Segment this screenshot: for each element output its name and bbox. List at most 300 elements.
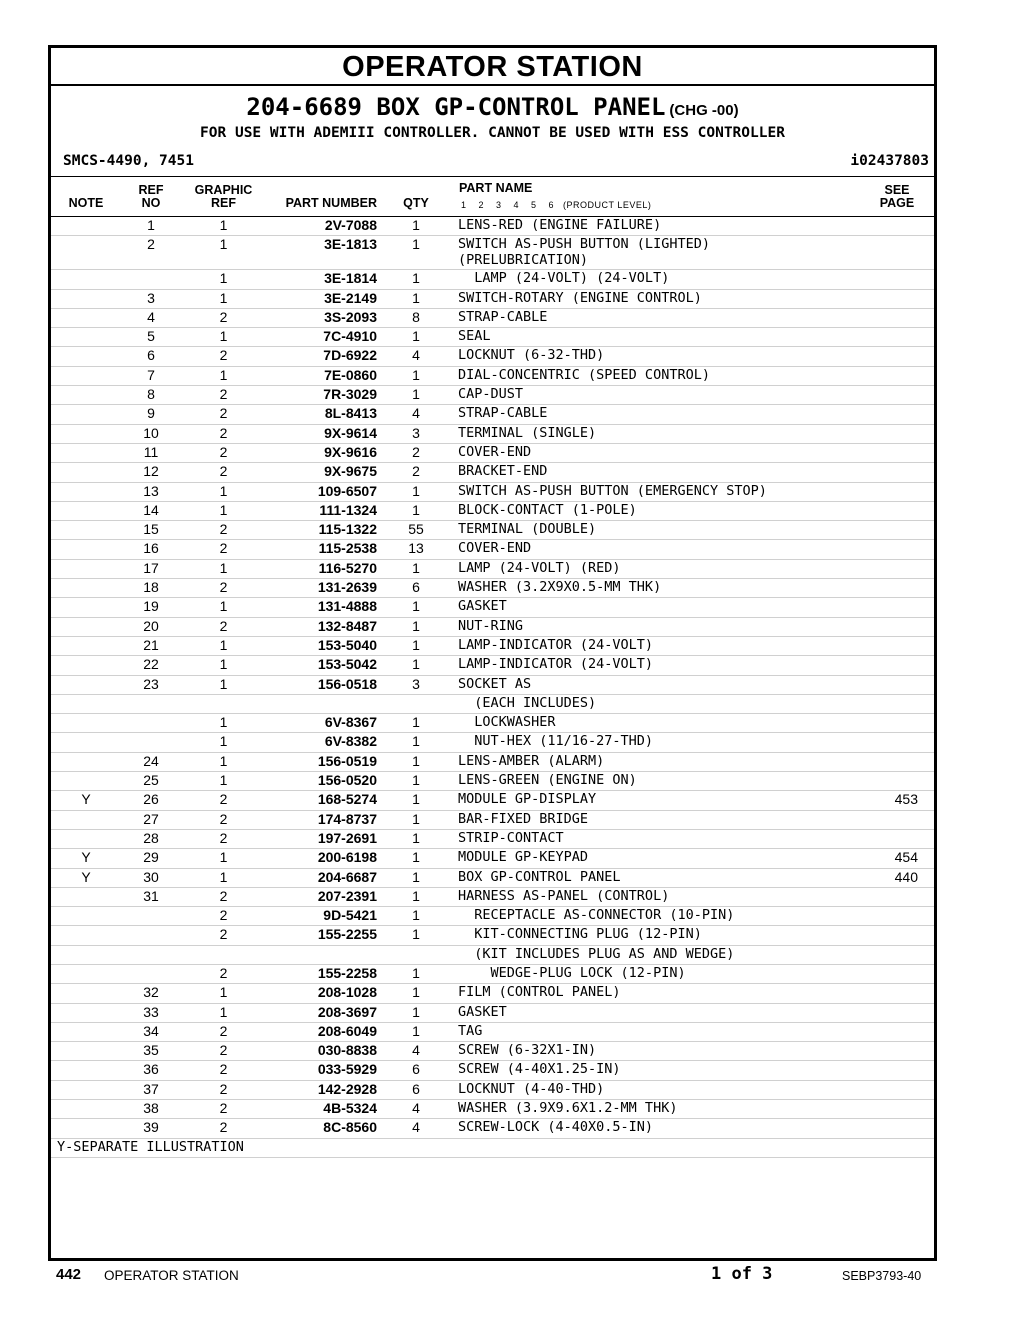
graphic-ref-cell: 2 bbox=[219, 1119, 228, 1136]
graphic-ref-cell: 2 bbox=[219, 463, 228, 480]
qty-cell: 1 bbox=[412, 501, 420, 518]
qty-cell: 3 bbox=[412, 675, 420, 692]
qty-cell: 55 bbox=[408, 521, 424, 538]
part-number-cell: 3S-2093 bbox=[324, 308, 377, 325]
ref-no-cell: 9 bbox=[147, 405, 155, 422]
ref-no-cell: 31 bbox=[143, 887, 159, 904]
graphic-ref-cell: 2 bbox=[219, 964, 228, 981]
part-number-cell: 155-2258 bbox=[317, 964, 377, 981]
qty-cell: 2 bbox=[412, 443, 420, 460]
see-page-cell: 453 bbox=[894, 791, 918, 808]
col-product-level: 1 2 3 4 5 6 (PRODUCT LEVEL) bbox=[461, 200, 652, 210]
qty-cell: 1 bbox=[412, 810, 420, 827]
graphic-ref-cell: 1 bbox=[219, 559, 228, 576]
table-row bbox=[51, 463, 934, 482]
note-cell: Y bbox=[81, 791, 91, 808]
qty-cell: 2 bbox=[412, 463, 420, 480]
part-name-cell: SCREW (6-32X1-IN) bbox=[458, 1042, 597, 1059]
qty-cell: 1 bbox=[412, 482, 420, 499]
part-name-cell: SWITCH AS-PUSH BUTTON (EMERGENCY STOP) bbox=[458, 482, 767, 499]
table-row bbox=[51, 236, 934, 270]
assembly-header bbox=[51, 86, 934, 176]
part-name-cell: FILM (CONTROL PANEL) bbox=[458, 984, 621, 1001]
col-graphic-top: GRAPHIC bbox=[194, 183, 253, 197]
graphic-ref-cell: 2 bbox=[219, 386, 228, 403]
ref-no-cell: 21 bbox=[143, 636, 159, 653]
part-name-cell: (KIT INCLUDES PLUG AS AND WEDGE) bbox=[458, 945, 735, 962]
graphic-ref-cell: 2 bbox=[219, 1100, 228, 1117]
part-name-cell: LAMP (24-VOLT) (RED) bbox=[458, 559, 621, 576]
part-name-cell: SWITCH AS-PUSH BUTTON (LIGHTED) (PRELUBRICATION) bbox=[458, 236, 710, 268]
qty-cell: 1 bbox=[412, 617, 420, 634]
graphic-ref-cell: 2 bbox=[219, 521, 228, 538]
qty-cell: 1 bbox=[412, 714, 420, 731]
note-cell: Y bbox=[81, 849, 91, 866]
table-row bbox=[51, 1119, 934, 1138]
table-row bbox=[51, 791, 934, 810]
part-name-cell: STRAP-CABLE bbox=[458, 308, 548, 325]
part-number-cell: 153-5040 bbox=[317, 636, 377, 653]
ref-no-cell: 8 bbox=[147, 386, 155, 403]
col-graphic-bottom: REF bbox=[211, 196, 236, 210]
graphic-ref-cell: 2 bbox=[219, 579, 228, 596]
ref-no-cell: 33 bbox=[143, 1003, 159, 1020]
document-number: SEBP3793-40 bbox=[842, 1269, 922, 1283]
col-note: NOTE bbox=[68, 196, 104, 210]
ref-no-cell: 23 bbox=[143, 675, 159, 692]
part-name-cell: LAMP-INDICATOR (24-VOLT) bbox=[458, 656, 654, 673]
qty-cell: 13 bbox=[408, 540, 424, 557]
graphic-ref-cell: 2 bbox=[219, 1061, 228, 1078]
table-row bbox=[51, 598, 934, 617]
ref-no-cell: 15 bbox=[143, 521, 159, 538]
ref-no-cell: 39 bbox=[143, 1119, 159, 1136]
part-name-cell: STRIP-CONTACT bbox=[458, 829, 564, 846]
col-part-name: PART NAME bbox=[459, 181, 533, 195]
part-name-cell: TERMINAL (DOUBLE) bbox=[458, 521, 597, 538]
graphic-ref-cell: 1 bbox=[219, 289, 228, 306]
table-row bbox=[51, 849, 934, 868]
qty-cell: 4 bbox=[412, 1119, 420, 1136]
part-name-cell: (EACH INCLUDES) bbox=[458, 694, 597, 711]
table-row bbox=[51, 521, 934, 540]
part-number-cell: 9X-9616 bbox=[324, 443, 377, 460]
part-name-cell: GASKET bbox=[458, 598, 507, 615]
ref-no-cell: 5 bbox=[147, 328, 155, 345]
qty-cell: 1 bbox=[412, 656, 420, 673]
table-row bbox=[51, 1023, 934, 1042]
part-number-cell: 8L-8413 bbox=[324, 405, 377, 422]
qty-cell: 1 bbox=[412, 887, 420, 904]
table-row bbox=[51, 888, 934, 907]
part-name-cell: LENS-AMBER (ALARM) bbox=[458, 752, 605, 769]
table-row bbox=[51, 676, 934, 695]
see-page-cell: 440 bbox=[894, 868, 918, 885]
table-row bbox=[51, 984, 934, 1003]
part-number-cell: 6V-8367 bbox=[324, 714, 377, 731]
part-name-cell: WASHER (3.2X9X0.5-MM THK) bbox=[458, 579, 662, 596]
parts-list-frame bbox=[48, 45, 937, 1261]
table-row bbox=[51, 483, 934, 502]
part-number-cell: 2V-7088 bbox=[324, 217, 377, 233]
ref-no-cell: 16 bbox=[143, 540, 159, 557]
part-name-cell: LOCKNUT (4-40-THD) bbox=[458, 1080, 605, 1097]
part-number-cell: 131-2639 bbox=[317, 579, 377, 596]
assembly-title-line bbox=[51, 93, 934, 121]
qty-cell: 1 bbox=[412, 289, 420, 306]
part-number-cell: 3E-2149 bbox=[324, 289, 377, 306]
ref-no-cell: 28 bbox=[143, 829, 159, 846]
graphic-ref-cell: 1 bbox=[219, 675, 228, 692]
part-name-cell: SOCKET AS bbox=[458, 675, 532, 692]
graphic-ref-cell: 2 bbox=[219, 1022, 228, 1039]
ref-no-cell: 17 bbox=[143, 559, 159, 576]
part-name-cell: GASKET bbox=[458, 1003, 507, 1020]
footer-section: OPERATOR STATION bbox=[104, 1268, 239, 1283]
qty-cell: 1 bbox=[412, 1003, 420, 1020]
graphic-ref-cell: 2 bbox=[219, 443, 228, 460]
part-name-cell: TERMINAL (SINGLE) bbox=[458, 424, 597, 441]
qty-cell: 1 bbox=[412, 236, 420, 253]
ref-no-cell: 24 bbox=[143, 752, 159, 769]
part-name-cell: BAR-FIXED BRIDGE bbox=[458, 810, 589, 827]
qty-cell: 6 bbox=[412, 579, 420, 596]
qty-cell: 1 bbox=[412, 752, 420, 769]
qty-cell: 4 bbox=[412, 1042, 420, 1059]
table-row bbox=[51, 1061, 934, 1080]
graphic-ref-cell: 1 bbox=[219, 868, 228, 885]
graphic-ref-cell: 1 bbox=[219, 656, 228, 673]
part-number-cell: 168-5274 bbox=[317, 791, 377, 808]
qty-cell: 1 bbox=[412, 984, 420, 1001]
part-number-cell: 9X-9614 bbox=[324, 424, 377, 441]
part-name-cell: RECEPTACLE AS-CONNECTOR (10-PIN) bbox=[458, 907, 735, 924]
graphic-ref-cell: 2 bbox=[219, 347, 228, 364]
part-number-cell: 111-1324 bbox=[319, 501, 377, 518]
table-row bbox=[51, 502, 934, 521]
table-row bbox=[51, 560, 934, 579]
graphic-ref-cell: 1 bbox=[219, 270, 228, 287]
part-name-cell: LENS-GREEN (ENGINE ON) bbox=[458, 772, 637, 789]
qty-cell: 4 bbox=[412, 347, 420, 364]
qty-cell: 1 bbox=[412, 636, 420, 653]
ref-no-cell: 12 bbox=[143, 463, 159, 480]
graphic-ref-cell: 2 bbox=[219, 926, 228, 943]
qty-cell: 1 bbox=[412, 328, 420, 345]
part-name-cell: NUT-HEX (11/16-27-THD) bbox=[458, 733, 654, 750]
part-number-cell: 208-1028 bbox=[317, 984, 377, 1001]
table-row bbox=[51, 907, 934, 926]
graphic-ref-cell: 1 bbox=[219, 849, 228, 866]
table-row bbox=[51, 444, 934, 463]
qty-cell: 1 bbox=[412, 868, 420, 885]
table-row bbox=[51, 811, 934, 830]
part-name-cell: COVER-END bbox=[458, 540, 532, 557]
part-number-cell: 033-5929 bbox=[317, 1061, 377, 1078]
ref-no-cell: 7 bbox=[147, 366, 155, 383]
col-qty: QTY bbox=[403, 196, 429, 210]
part-number-cell: 156-0518 bbox=[317, 675, 377, 692]
qty-cell: 6 bbox=[412, 1080, 420, 1097]
graphic-ref-cell: 1 bbox=[219, 236, 228, 253]
part-number-cell: 116-5270 bbox=[318, 559, 377, 576]
graphic-ref-cell: 1 bbox=[219, 598, 228, 615]
table-row bbox=[51, 367, 934, 386]
change-level: (CHG -00) bbox=[669, 102, 739, 119]
table-row bbox=[51, 714, 934, 733]
col-see-top: SEE bbox=[884, 183, 910, 197]
smcs-code: SMCS-4490, 7451 bbox=[63, 153, 194, 169]
column-header bbox=[51, 176, 934, 217]
table-row bbox=[51, 1004, 934, 1023]
qty-cell: 1 bbox=[412, 907, 420, 924]
part-name-cell: KIT-CONNECTING PLUG (12-PIN) bbox=[458, 926, 702, 943]
part-number-cell: 9D-5421 bbox=[323, 907, 377, 924]
part-number-cell: 115-2538 bbox=[318, 540, 377, 557]
part-name-cell: SWITCH-ROTARY (ENGINE CONTROL) bbox=[458, 289, 702, 306]
qty-cell: 1 bbox=[412, 598, 420, 615]
graphic-ref-cell: 1 bbox=[219, 366, 228, 383]
ref-no-cell: 30 bbox=[143, 868, 159, 885]
graphic-ref-cell: 1 bbox=[219, 772, 228, 789]
table-row bbox=[51, 290, 934, 309]
part-name-cell: SCREW (4-40X1.25-IN) bbox=[458, 1061, 621, 1078]
graphic-ref-cell: 1 bbox=[219, 636, 228, 653]
qty-cell: 1 bbox=[412, 733, 420, 750]
part-name-cell: STRAP-CABLE bbox=[458, 405, 548, 422]
qty-cell: 1 bbox=[412, 270, 420, 287]
part-name-cell: LAMP-INDICATOR (24-VOLT) bbox=[458, 636, 654, 653]
col-part-number: PART NUMBER bbox=[285, 196, 377, 210]
ref-no-cell: 20 bbox=[143, 617, 159, 634]
parts-table-body bbox=[51, 217, 934, 1139]
table-row bbox=[51, 425, 934, 444]
ref-no-cell: 1 bbox=[147, 217, 155, 233]
part-number-cell: 197-2691 bbox=[317, 829, 377, 846]
part-name-cell: NUT-RING bbox=[458, 617, 524, 634]
qty-cell: 1 bbox=[412, 772, 420, 789]
graphic-ref-cell: 2 bbox=[219, 907, 228, 924]
col-ref-bottom: NO bbox=[141, 196, 161, 210]
qty-cell: 3 bbox=[412, 424, 420, 441]
table-row bbox=[51, 579, 934, 598]
graphic-ref-cell: 2 bbox=[219, 308, 228, 325]
see-page-cell: 454 bbox=[894, 849, 918, 866]
part-number-cell: 3E-1813 bbox=[324, 236, 377, 253]
part-number-cell: 204-6687 bbox=[317, 868, 377, 885]
ref-no-cell: 29 bbox=[143, 849, 159, 866]
ref-no-cell: 22 bbox=[143, 656, 159, 673]
graphic-ref-cell: 1 bbox=[219, 984, 228, 1001]
qty-cell: 1 bbox=[412, 926, 420, 943]
ref-no-cell: 13 bbox=[143, 482, 159, 499]
part-number-cell: 156-0519 bbox=[317, 752, 377, 769]
qty-cell: 1 bbox=[412, 1022, 420, 1039]
graphic-ref-cell: 2 bbox=[219, 405, 228, 422]
graphic-ref-cell: 1 bbox=[219, 328, 228, 345]
qty-cell: 4 bbox=[412, 405, 420, 422]
page-footer bbox=[0, 1266, 1020, 1286]
illustration-id: i02437803 bbox=[850, 153, 929, 169]
graphic-ref-cell: 2 bbox=[219, 810, 228, 827]
ref-no-cell: 3 bbox=[147, 289, 155, 306]
graphic-ref-cell: 1 bbox=[219, 501, 228, 518]
graphic-ref-cell: 1 bbox=[219, 482, 228, 499]
table-row bbox=[51, 270, 934, 289]
qty-cell: 1 bbox=[412, 791, 420, 808]
part-name-cell: BRACKET-END bbox=[458, 463, 548, 480]
part-name-cell: LENS-RED (ENGINE FAILURE) bbox=[458, 217, 662, 233]
qty-cell: 1 bbox=[412, 829, 420, 846]
part-number-cell: 142-2928 bbox=[317, 1080, 377, 1097]
qty-cell: 6 bbox=[412, 1061, 420, 1078]
ref-no-cell: 38 bbox=[143, 1100, 159, 1117]
page-number: 442 bbox=[56, 1266, 82, 1283]
part-name-cell: TAG bbox=[458, 1022, 483, 1039]
qty-cell: 1 bbox=[412, 559, 420, 576]
part-number-cell: 7E-0860 bbox=[324, 366, 377, 383]
ref-no-cell: 34 bbox=[143, 1022, 159, 1039]
part-number-cell: 4B-5324 bbox=[323, 1100, 377, 1117]
graphic-ref-cell: 1 bbox=[219, 752, 228, 769]
part-number-cell: 8C-8560 bbox=[323, 1119, 377, 1136]
graphic-ref-cell: 2 bbox=[219, 1080, 228, 1097]
table-row bbox=[51, 347, 934, 366]
part-name-cell: HARNESS AS-PANEL (CONTROL) bbox=[458, 887, 670, 904]
part-number-cell: 030-8838 bbox=[317, 1042, 377, 1059]
section-title: OPERATOR STATION bbox=[51, 48, 934, 86]
ref-no-cell: 10 bbox=[143, 424, 159, 441]
qty-cell: 8 bbox=[412, 308, 420, 325]
part-name-cell: BOX GP-CONTROL PANEL bbox=[458, 868, 621, 885]
part-number-cell: 9X-9675 bbox=[324, 463, 377, 480]
table-row bbox=[51, 753, 934, 772]
ref-no-cell: 2 bbox=[147, 236, 155, 253]
part-number-cell: 200-6198 bbox=[317, 849, 377, 866]
part-name-cell: MODULE GP-DISPLAY bbox=[458, 791, 597, 808]
part-number-cell: 153-5042 bbox=[317, 656, 377, 673]
part-number-cell: 7C-4910 bbox=[323, 328, 377, 345]
ref-no-cell: 27 bbox=[143, 810, 159, 827]
part-number-cell: 156-0520 bbox=[317, 772, 377, 789]
table-row bbox=[51, 217, 934, 236]
table-row bbox=[51, 405, 934, 424]
table-row bbox=[51, 656, 934, 675]
graphic-ref-cell: 2 bbox=[219, 617, 228, 634]
graphic-ref-cell: 2 bbox=[219, 887, 228, 904]
graphic-ref-cell: 2 bbox=[219, 829, 228, 846]
table-row bbox=[51, 772, 934, 791]
part-number-cell: 207-2391 bbox=[317, 887, 377, 904]
qty-cell: 1 bbox=[412, 366, 420, 383]
part-number-cell: 109-6507 bbox=[317, 482, 377, 499]
col-ref-top: REF bbox=[138, 183, 164, 197]
ref-no-cell: 14 bbox=[143, 501, 159, 518]
part-name-cell: WASHER (3.9X9.6X1.2-MM THK) bbox=[458, 1100, 678, 1117]
table-row bbox=[51, 965, 934, 984]
ref-no-cell: 11 bbox=[143, 443, 159, 460]
part-name-cell: WEDGE-PLUG LOCK (12-PIN) bbox=[458, 964, 686, 981]
page-of: 1 of 3 bbox=[711, 1264, 773, 1284]
ref-no-cell: 26 bbox=[143, 791, 159, 808]
graphic-ref-cell: 2 bbox=[219, 540, 228, 557]
part-number-cell: 132-8487 bbox=[317, 617, 377, 634]
qty-cell: 1 bbox=[412, 964, 420, 981]
col-see-bottom: PAGE bbox=[879, 196, 915, 210]
graphic-ref-cell: 1 bbox=[219, 733, 228, 750]
qty-cell: 1 bbox=[412, 217, 420, 233]
table-row bbox=[51, 540, 934, 559]
part-name-cell: LAMP (24-VOLT) (24-VOLT) bbox=[458, 270, 670, 287]
ref-no-cell: 18 bbox=[143, 579, 159, 596]
part-number-cell: 115-1322 bbox=[318, 521, 377, 538]
assembly-title: 204-6689 BOX GP-CONTROL PANEL bbox=[246, 93, 666, 121]
table-row bbox=[51, 618, 934, 637]
ref-no-cell: 4 bbox=[147, 308, 155, 325]
graphic-ref-cell: 1 bbox=[219, 714, 228, 731]
ref-no-cell: 25 bbox=[143, 772, 159, 789]
table-row bbox=[51, 328, 934, 347]
part-number-cell: 3E-1814 bbox=[324, 270, 377, 287]
table-row bbox=[51, 695, 934, 714]
qty-cell: 1 bbox=[412, 386, 420, 403]
part-name-cell: LOCKNUT (6-32-THD) bbox=[458, 347, 605, 364]
part-name-cell: SCREW-LOCK (4-40X0.5-IN) bbox=[458, 1119, 654, 1136]
ref-no-cell: 37 bbox=[143, 1080, 159, 1097]
part-name-cell: BLOCK-CONTACT (1-POLE) bbox=[458, 501, 637, 518]
footnote: Y-SEPARATE ILLUSTRATION bbox=[51, 1139, 934, 1158]
qty-cell: 1 bbox=[412, 849, 420, 866]
graphic-ref-cell: 1 bbox=[219, 217, 228, 233]
table-row bbox=[51, 830, 934, 849]
ref-no-cell: 19 bbox=[143, 598, 159, 615]
graphic-ref-cell: 2 bbox=[219, 1042, 228, 1059]
qty-cell: 4 bbox=[412, 1100, 420, 1117]
part-name-cell: DIAL-CONCENTRIC (SPEED CONTROL) bbox=[458, 366, 710, 383]
table-row bbox=[51, 733, 934, 752]
part-number-cell: 174-8737 bbox=[317, 810, 377, 827]
ref-no-cell: 6 bbox=[147, 347, 155, 364]
part-name-cell: COVER-END bbox=[458, 443, 532, 460]
graphic-ref-cell: 2 bbox=[219, 791, 228, 808]
ref-no-cell: 36 bbox=[143, 1061, 159, 1078]
table-row bbox=[51, 309, 934, 328]
part-name-cell: MODULE GP-KEYPAD bbox=[458, 849, 589, 866]
graphic-ref-cell: 2 bbox=[219, 424, 228, 441]
ref-no-cell: 35 bbox=[143, 1042, 159, 1059]
part-number-cell: 155-2255 bbox=[317, 926, 377, 943]
table-row bbox=[51, 869, 934, 888]
ref-no-cell: 32 bbox=[143, 984, 159, 1001]
part-number-cell: 208-6049 bbox=[317, 1022, 377, 1039]
usage-note: FOR USE WITH ADEMIII CONTROLLER. CANNOT BE USED WITH ESS CONTROLLER bbox=[200, 125, 785, 141]
part-number-cell: 7D-6922 bbox=[323, 347, 377, 364]
table-row bbox=[51, 386, 934, 405]
table-row bbox=[51, 946, 934, 965]
table-row bbox=[51, 1042, 934, 1061]
part-name-cell: SEAL bbox=[458, 328, 491, 345]
note-cell: Y bbox=[81, 868, 91, 885]
part-name-cell: LOCKWASHER bbox=[458, 714, 556, 731]
part-number-cell: 6V-8382 bbox=[324, 733, 377, 750]
table-row bbox=[51, 926, 934, 945]
part-name-cell: CAP-DUST bbox=[458, 386, 524, 403]
part-number-cell: 131-4888 bbox=[317, 598, 377, 615]
part-number-cell: 7R-3029 bbox=[323, 386, 377, 403]
table-row bbox=[51, 1100, 934, 1119]
part-number-cell: 208-3697 bbox=[317, 1003, 377, 1020]
graphic-ref-cell: 1 bbox=[219, 1003, 228, 1020]
